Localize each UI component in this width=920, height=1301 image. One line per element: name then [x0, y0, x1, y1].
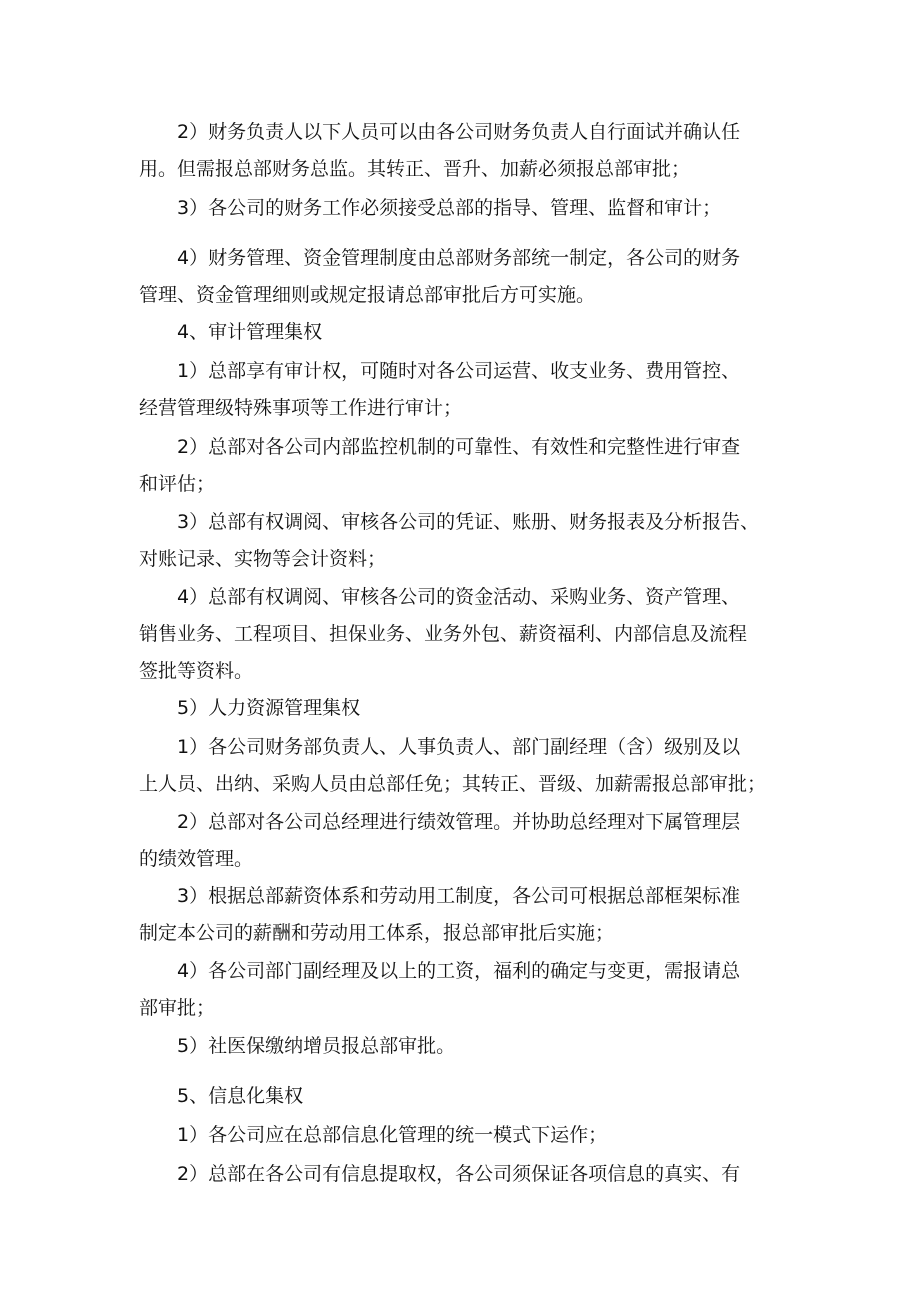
paragraph [139, 1156, 793, 1193]
text-line: 1）各公司应在总部信息化管理的统一模式下运作； [177, 1124, 608, 1146]
section-heading [139, 690, 793, 727]
text-line: 销售业务、工程项目、担保业务、业务外包、薪资福利、内部信息及流程 [139, 623, 748, 645]
text-line: 对账记录、实物等会计资料； [139, 548, 387, 570]
text-line: 签批等资料。 [139, 660, 254, 682]
section-heading [139, 1078, 793, 1115]
paragraph [139, 878, 793, 952]
text-line: 2）总部对各公司内部监控机制的可靠性、有效性和完整性进行审查 [177, 436, 741, 458]
text-line: 用。但需报总部财务总监。其转正、晋升、加薪必须报总部审批； [139, 158, 691, 180]
paragraph [139, 953, 793, 1027]
paragraph [139, 729, 793, 803]
paragraph [139, 1028, 793, 1065]
text-line: 上人员、出纳、采购人员由总部任免；其转正、晋级、加薪需报总部审批； [139, 773, 767, 795]
text-line: 3）根据总部薪资体系和劳动用工制度，各公司可根据总部框架标准 [177, 885, 741, 907]
text-line: 5）社医保缴纳增员报总部审批。 [177, 1035, 456, 1057]
text-line: 4）财务管理、资金管理制度由总部财务部统一制定，各公司的财务 [177, 247, 741, 269]
text-line: 部审批； [139, 997, 216, 1019]
heading-text: 4、审计管理集权 [177, 321, 323, 343]
paragraph [139, 114, 793, 188]
text-line: 制定本公司的薪酬和劳动用工体系，报总部审批后实施； [139, 922, 615, 944]
text-line: 和评估； [139, 473, 216, 495]
text-line: 2）总部在各公司有信息提取权，各公司须保证各项信息的真实、有 [177, 1163, 741, 1185]
text-line: 2）财务负责人以下人员可以由各公司财务负责人自行面试并确认任 [177, 121, 741, 143]
text-line: 4）总部有权调阅、审核各公司的资金活动、采购业务、资产管理、 [177, 586, 741, 608]
text-line: 3）各公司的财务工作必须接受总部的指导、管理、监督和审计； [177, 197, 722, 219]
paragraph [139, 1117, 793, 1154]
text-line: 2）总部对各公司总经理进行绩效管理。并协助总经理对下属管理层 [177, 811, 741, 833]
paragraph [139, 504, 793, 578]
paragraph [139, 190, 793, 227]
text-line: 的绩效管理。 [139, 848, 254, 870]
text-line: 4）各公司部门副经理及以上的工资，福利的确定与变更，需报请总 [177, 960, 741, 982]
text-line: 经营管理级特殊事项等工作进行审计； [139, 397, 463, 419]
text-line: 管理、资金管理细则或规定报请总部审批后方可实施。 [139, 284, 596, 306]
heading-text: 5、信息化集权 [177, 1085, 304, 1107]
paragraph [139, 353, 793, 427]
paragraph [139, 804, 793, 878]
heading-text: 5）人力资源管理集权 [177, 697, 361, 719]
text-line: 3）总部有权调阅、审核各公司的凭证、账册、财务报表及分析报告、 [177, 511, 760, 533]
paragraph [139, 579, 793, 690]
text-line: 1）总部享有审计权，可随时对各公司运营、收支业务、费用管控、 [177, 360, 741, 382]
paragraph [139, 429, 793, 503]
text-line: 1）各公司财务部负责人、人事负责人、部门副经理（含）级别及以 [177, 736, 741, 758]
paragraph [139, 240, 793, 314]
section-heading [139, 314, 793, 351]
